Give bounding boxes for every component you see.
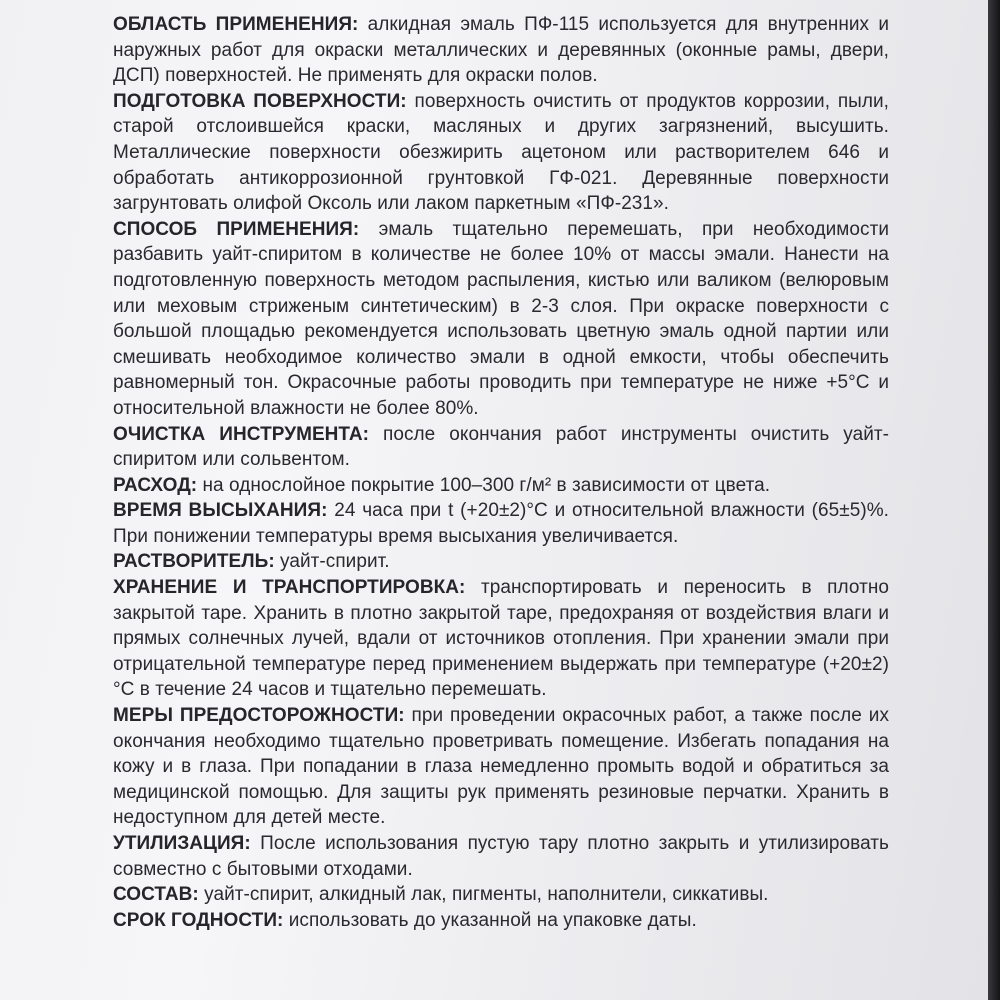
section-text: уайт-спирит.: [274, 551, 390, 573]
section-tool-cleaning: [113, 422, 889, 473]
section-application-method: [113, 217, 889, 422]
section-disposal: [113, 831, 889, 882]
section-text: поверхность очистить от продуктов коррозии, пыли, старой отслоившейся краски, масляных и других загрязнений, высушить. Металлические поверхности обезжирить ацетоном или растворителем 646 и обработать антикоррозионной грунтовкой ГФ-021. Деревянные поверхности загрунтовать олифой Оксоль или лаком паркетным «ПФ-231».: [113, 90, 890, 215]
section-heading: ХРАНЕНИЕ И ТРАНСПОРТИРОВКА:: [113, 577, 466, 599]
section-heading: СПОСОБ ПРИМЕНЕНИЯ:: [113, 218, 360, 240]
section-heading: ОБЛАСТЬ ПРИМЕНЕНИЯ:: [113, 14, 359, 35]
section-heading: РАСТВОРИТЕЛЬ:: [113, 551, 275, 573]
section-heading: ОЧИСТКА ИНСТРУМЕНТА:: [113, 423, 370, 445]
section-heading: ПОДГОТОВКА ПОВЕРХНОСТИ:: [113, 90, 407, 112]
package-edge: [988, 0, 1000, 1000]
section-shelf-life: [113, 908, 889, 934]
section-solvent: [113, 549, 889, 575]
section-heading: МЕРЫ ПРЕДОСТОРОЖНОСТИ:: [113, 705, 405, 727]
section-text: алкидная эмаль ПФ-115 используется для внутренних и наружных работ для окраски металлических и деревянных (оконные рамы, двери, ДСП) поверхностей. Не применять для окраски полов.: [113, 14, 889, 87]
section-application-area: [113, 12, 889, 89]
section-text: использовать до указанной на упаковке даты.: [283, 909, 697, 931]
section-drying-time: [113, 498, 889, 549]
section-storage-transport: [113, 575, 889, 703]
section-text: при проведении окрасочных работ, а также после их окончания необходимо тщательно проветривать помещение. Избегать попадания на кожу и в глаза. При попадании в глаза немедленно промыть водой и обратиться за медицинской помощью. Для защиты рук применять резиновые перчатки. Хранить в недоступном для детей месте.: [113, 705, 889, 829]
section-composition: [113, 882, 889, 908]
section-heading: ВРЕМЯ ВЫСЫХАНИЯ:: [113, 500, 328, 522]
section-heading: УТИЛИЗАЦИЯ:: [113, 833, 251, 854]
section-text: уайт-спирит, алкидный лак, пигменты, наполнители, сиккативы.: [198, 884, 769, 906]
section-heading: СРОК ГОДНОСТИ:: [113, 909, 284, 931]
section-text: после окончания работ инструменты очистить уайт-спиритом или сольвентом.: [113, 423, 889, 471]
section-text: транспортировать и переносить в плотно закрытой таре. Хранить в плотно закрытой таре, предохраняя от воздействия влаги и прямых солнечных лучей, вдали от источников отопления. При хранении эмали при отрицательной температуре перед применением выдержать при температуре (+20±2)°С в течение 24 часов и тщательно перемешать.: [113, 577, 889, 701]
instructions-text: [113, 12, 889, 933]
section-precautions: [113, 703, 889, 831]
section-text: 24 часа при t (+20±2)°С и относительной влажности (65±5)%. При понижении температуры время высыхания увеличивается.: [113, 500, 889, 547]
section-heading: РАСХОД:: [113, 474, 198, 496]
section-text: на однослойное покрытие 100–300 г/м² в зависимости от цвета.: [197, 474, 771, 496]
section-heading: СОСТАВ:: [113, 884, 199, 906]
section-text: эмаль тщательно перемешать, при необходимости разбавить уайт-спиритом в количестве не более 10% от массы эмали. Нанести на подготовленную поверхность методом распыления, кистью или валиком (велюровым или меховым стриженым синтетическим) в 2-3 слоя. При окраске поверхности с большой площадью рекомендуется использовать цветную эмаль одной партии или смешивать необходимое количество эмали в одной емкости, чтобы обеспечить равномерный тон. Окрасочные работы проводить при температуре не ниже +5°С и относительной влажности не более 80%.: [113, 218, 890, 419]
section-consumption: [113, 473, 889, 499]
section-surface-preparation: [113, 89, 889, 217]
section-text: После использования пустую тару плотно закрыть и утилизировать совместно с бытовыми отходами.: [113, 833, 889, 880]
